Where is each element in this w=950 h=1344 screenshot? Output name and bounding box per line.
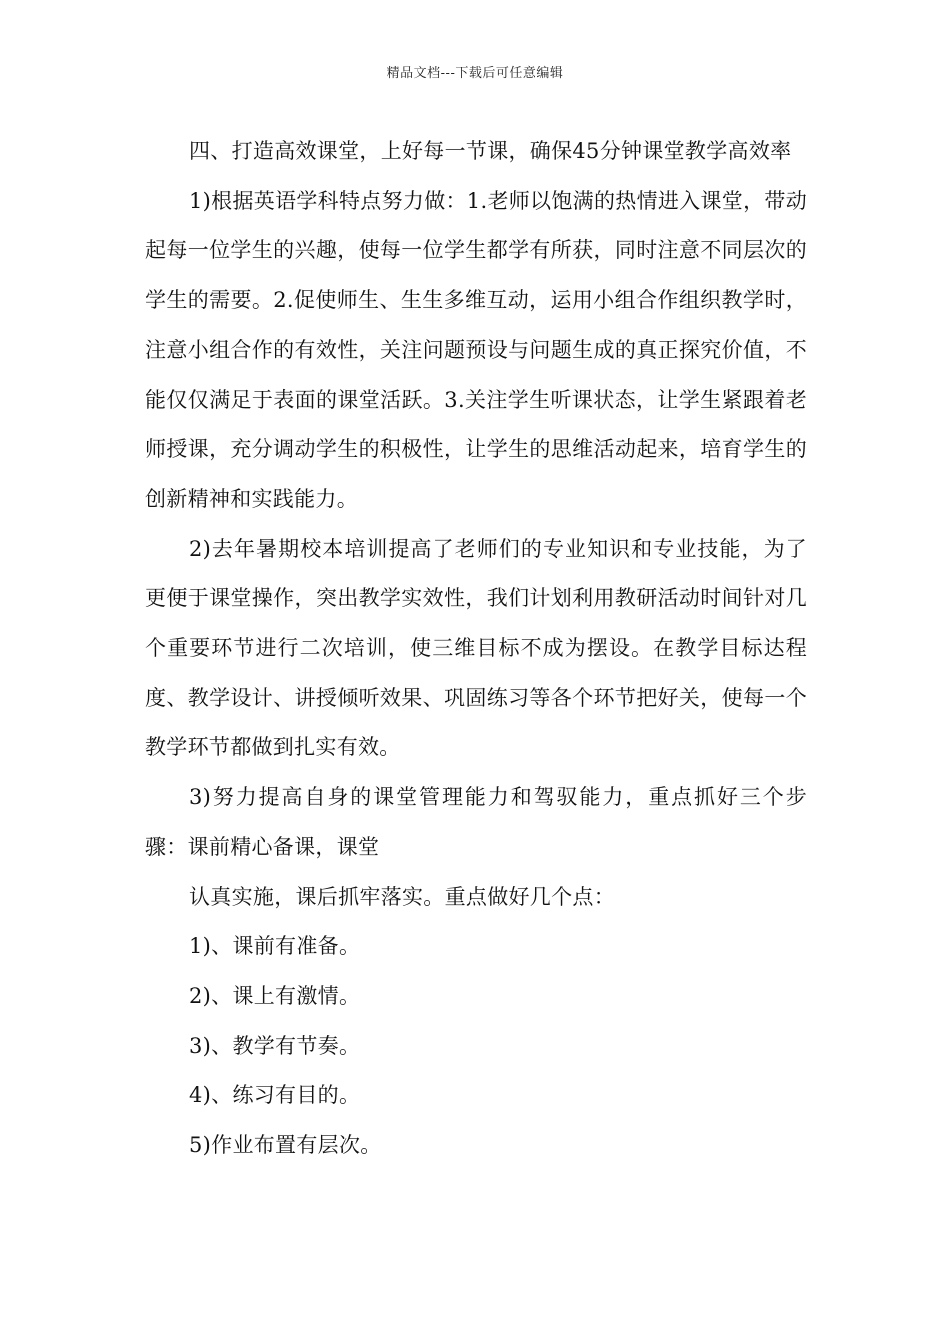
document-body [145,127,807,1171]
paragraph-continuation: 认真实施，课后抓牢落实。重点做好几个点： [189,884,615,909]
paragraph-2: 2)去年暑期校本培训提高了老师们的专业知识和专业技能，为了更便于课堂操作，突出教学实效性，我们计划利用教研活动时间针对几个重要环节进行二次培训，使三维目标不成为摆设。在教学目标达程度、教学设计、讲授倾听效果、巩固练习等各个环节把好关，使每一个教学环节都做到扎实有效。 [145,536,807,760]
paragraph-3: 3)努力提高自身的课堂管理能力和驾驭能力，重点抓好三个步骤：课前精心备课，课堂 [145,785,807,859]
list-item: 5)作业布置有层次。 [189,1133,382,1158]
list-item: 4)、练习有目的。 [189,1083,361,1108]
list-item: 1)、课前有准备。 [189,934,361,959]
list-item: 3)、教学有节奏。 [189,1033,361,1058]
list-item: 2)、课上有激情。 [189,983,361,1008]
paragraph-1: 1)根据英语学科特点努力做：1.老师以饱满的热情进入课堂，带动起每一位学生的兴趣，使每一位学生都学有所获，同时注意不同层次的学生的需要。2.促使师生、生生多维互动，运用小组合作组织教学时，注意小组合作的有效性，关注问题预设与问题生成的真正探究价值，不能仅仅满足于表面的课堂活跃。3.关注学生听课状态，让学生紧跟着老师授课，充分调动学生的积极性，让学生的思维活动起来，培育学生的创新精神和实践能力。 [145,188,807,511]
page-header: 精品文档---下载后可任意编辑 [386,66,564,81]
section-heading: 四、打造高效课堂，上好每一节课，确保45分钟课堂教学高效率 [189,139,792,163]
